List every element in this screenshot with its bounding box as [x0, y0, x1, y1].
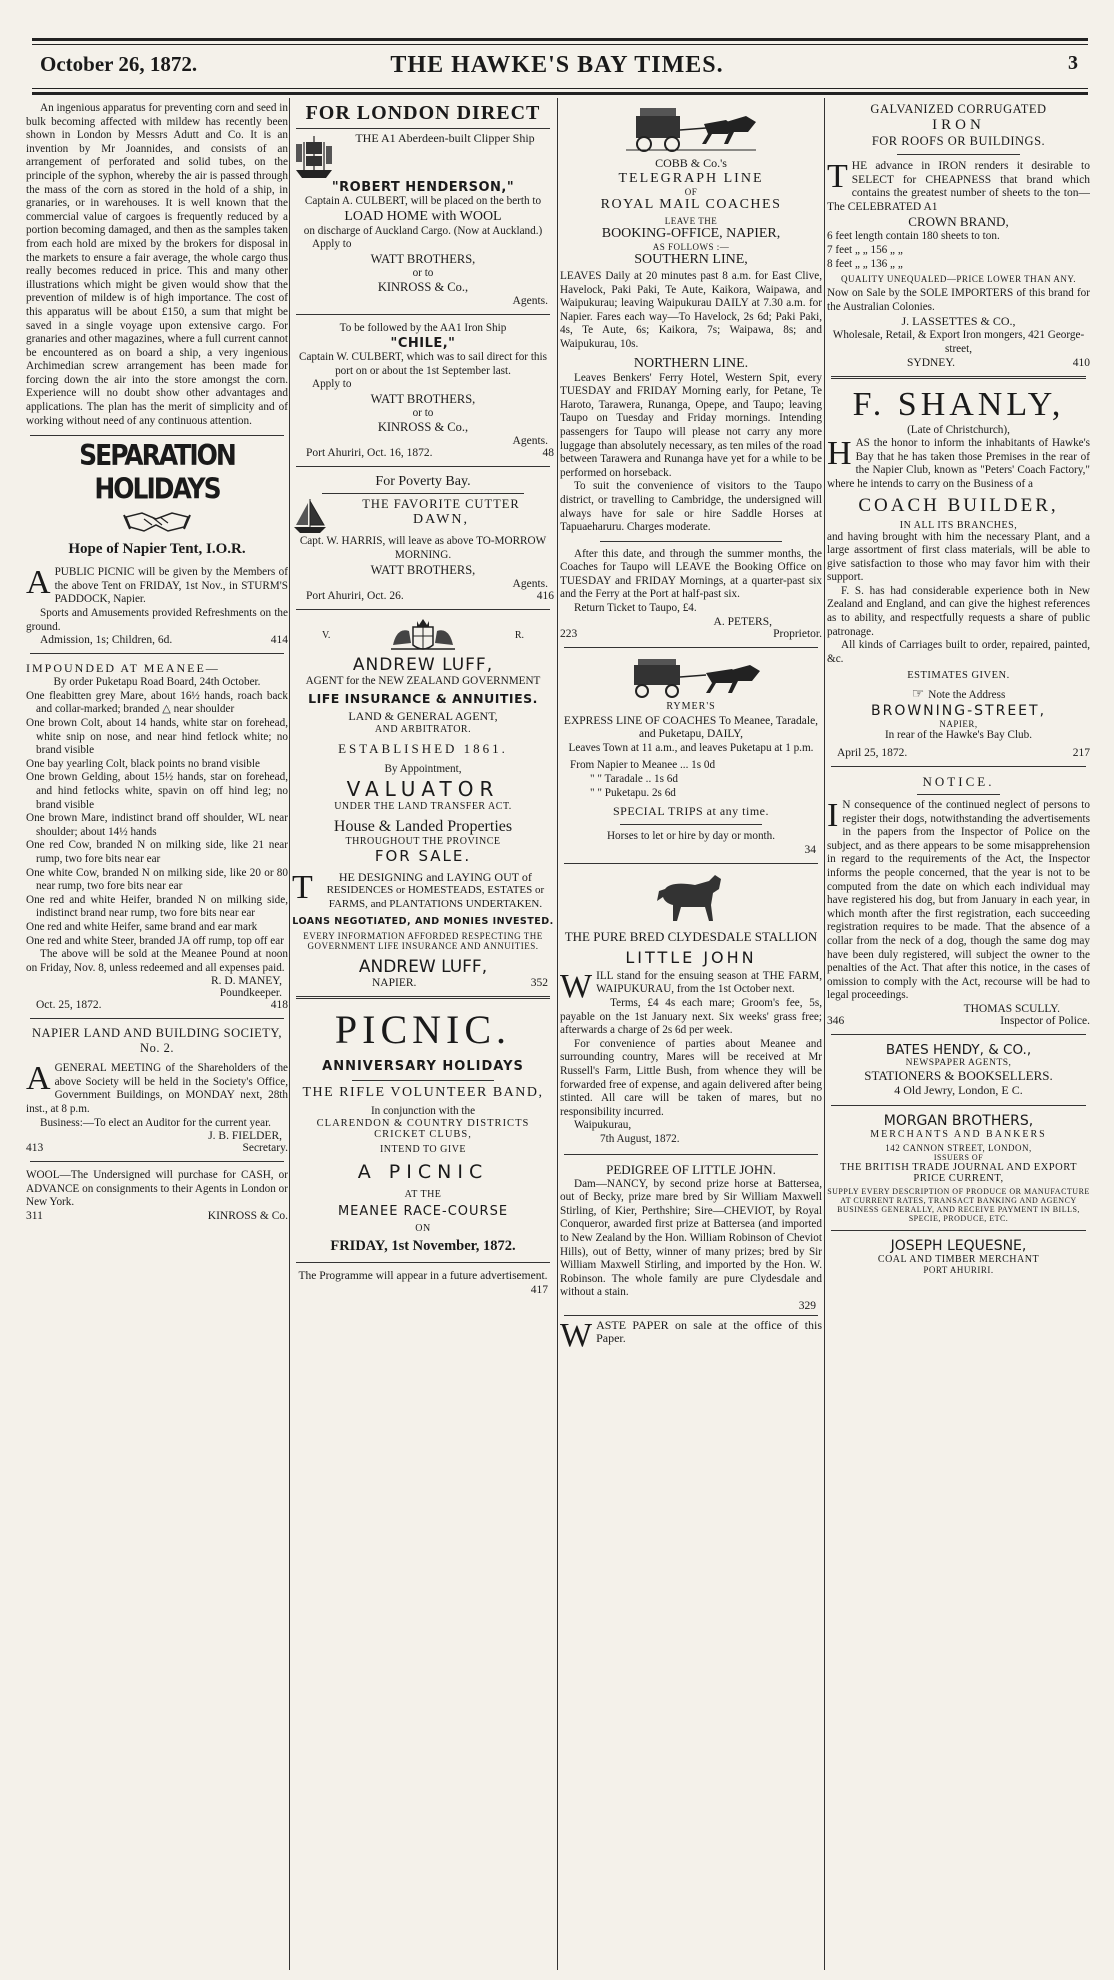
luff-designing: HE DESIGNING and LAYING OUT of — [338, 869, 532, 884]
sailing-ship-icon — [292, 132, 336, 180]
divider — [30, 435, 284, 436]
separation-holidays-heading: SEPARATION HOLIDAYS — [79, 438, 235, 506]
watt-brothers: WATT BROTHERS, — [370, 391, 476, 406]
divider — [831, 1105, 1086, 1106]
little-john-terms: Terms, £4 4s each mare; Groom's fee, 5s, payable on the 1st January next. Six weeks' grass free; afterwards a charge of 2s 6d per week. — [560, 997, 822, 1037]
mildew-article: An ingenious apparatus for preventing corn and seed in bulk becoming affected with mildew has recently been shown in London by Messrs Adutt and Co. It is an invention by Mr Joannides, and consists of an arrangement of perforated and solid tubes, on the principle of the syphon, whereby the air is passed through the mass of the corn as stored in the hold of a ship, in granaries, or in warehouses. It is well known that the commercial value of cargoes is frequently reduced by a portion becoming damaged, and then as the samples taken from each hold are mixed by the brokers for disposal in the markets to ensure a fair average, the whole cargo thus really becomes reduced in price. This and many other illustrations which might be given would show that the prevention of mildew is of high importance. The cost of this apparatus will be about £150, a sum that might be saved in a single voyage upon extensive cargo. For granaries and other magazines, where a full current cannot be encountered as on board a ship, a very ingenious Archimedian screw arrangement has been made for forcing down the air into the store amongst the corn. Experience will no doubt show other advantages and applications. The plan has the merit of simplicity and of working without need of any continuous attention. — [26, 102, 288, 427]
picnic-body: PUBLIC PICNIC will be given by the Members of the above Tent on FRIDAY, 1st Nov., in STURM'S PADDOCK, Napier. — [54, 566, 288, 606]
ad-number: 311 — [26, 1210, 43, 1223]
impound-item: One brown Mare, indistinct brand off shoulder, WL near shoulder; about 14½ hands — [26, 812, 288, 838]
iron-heading: IRON — [932, 117, 985, 133]
watt-brothers: WATT BROTHERS, — [370, 562, 476, 577]
little-john-convenience: For convenience of parties about Meanee and surrounding country, Mares will be received at Mr Russell's Farm, Little Bush, from whence they will be forwarded free of expense, and again delivered after being stinted. All care will be taken of mares, but no responsibility incurred. — [560, 1037, 822, 1118]
divider — [296, 1262, 550, 1263]
luff-loans: LOANS NEGOTIATED, AND MONIES INVESTED. — [292, 915, 554, 927]
column-2 — [292, 102, 554, 1972]
dawn-name: DAWN, — [413, 512, 469, 528]
cricket-clubs: CLARENDON & COUNTRY DISTRICTS CRICKET CLUBS, — [316, 1118, 530, 1141]
divider — [831, 766, 1086, 767]
masthead-date: October 26, 1872. — [40, 52, 198, 76]
galvanized-heading: GALVANIZED CORRUGATED — [870, 102, 1047, 116]
sheets-6ft: 6 feet length contain 180 sheets to ton. — [827, 230, 1000, 243]
notice-heading: NOTICE. — [922, 774, 995, 790]
ad-number: 416 — [536, 589, 554, 602]
luff-arbitrator: AND ARBITRATOR. — [374, 724, 472, 736]
ad-number: 352 — [530, 976, 548, 989]
old-jewry: 4 Old Jewry, London, E C. — [894, 1082, 1023, 1097]
cobb-co-heading: COBB & Co.'s — [655, 156, 727, 170]
shanly-body-3: F. S. has had considerable experience both in New Zealand and England, and can give the highest references as to ability, and respectfully requests a share of public patronage. — [827, 584, 1090, 638]
impound-item: One white Cow, branded N on milking side, like 20 or 80 near rump, two fore bits near ear — [26, 866, 288, 893]
andrew-luff-signature: ANDREW LUFF, — [358, 956, 488, 977]
fare-meanee: From Napier to Meanee ... 1s 0d — [570, 759, 716, 772]
little-john-body: ILL stand for the ensuing season at THE FARM, WAIPUKURAU, from the 1st October next. — [596, 969, 822, 996]
drop-cap: W — [560, 967, 593, 1005]
intend-to-give: INTEND TO GIVE — [379, 1144, 467, 1156]
column-4 — [827, 102, 1090, 1972]
southern-body: LEAVES Daily at 20 minutes past 8 a.m. for East Clive, Havelock, Paki Paki, Te Aute, Kaikora, Waipawa, and Waipukurau; leaving Waipukurau DAILY at 7.30 a.m. for Napier. Fares each way—To Havelock, 2s 6d; Paki Paki, 4s, Te Aute, 6s; Kaikora, 7s; Waipawa, 8s; and Waipukurau, 10s. — [560, 270, 822, 350]
divider — [30, 653, 284, 654]
luff-residences: RESIDENCES or HOMESTEADS, ESTATES or FARMS, and PLANTATIONS UNDERTAKEN. — [326, 884, 545, 910]
poverty-bay-heading: For Poverty Bay. — [375, 474, 471, 490]
royal-coat-of-arms-icon — [383, 617, 463, 655]
fare-puketapu: " " Puketapu. 2s 6d — [590, 786, 676, 799]
cannon-street: 142 CANNON STREET, LONDON, — [885, 1142, 1032, 1153]
merchants-bankers: MERCHANTS AND BANKERS — [870, 1128, 1047, 1140]
dawn-heading: THE FAVORITE CUTTER — [362, 497, 520, 512]
drop-cap: H — [827, 435, 852, 473]
ad-number: 48 — [542, 447, 554, 460]
kinross-co: KINROSS & Co., — [377, 280, 469, 295]
napier-label: NAPIER, — [939, 719, 978, 730]
drop-cap: A — [26, 564, 51, 602]
or-to: or to — [412, 266, 434, 279]
drop-cap: W — [560, 1316, 593, 1354]
impound-item: One fleabitten grey Mare, about 16½ hands, roach back and collar-marked; branded △ near shoulder — [26, 689, 288, 716]
london-body-2: on discharge of Auckland Cargo. (Now at Auckland.) — [303, 224, 543, 237]
anniversary-holidays: ANNIVERSARY HOLIDAYS — [322, 1058, 524, 1074]
impound-item: One bay yearling Colt, black points no brand visible — [26, 757, 260, 770]
as-follows: AS FOLLOWS :— — [652, 242, 730, 252]
ad-number: 413 — [26, 1142, 44, 1155]
meanee-race-course: MEANEE RACE-COURSE — [337, 1204, 509, 1220]
stagecoach-icon — [616, 104, 766, 154]
impound-item: One red Cow, branded N on milking side, like 21 near rump, two fore bits near ear — [26, 839, 288, 865]
divider — [296, 609, 550, 610]
notice-body: N consequence of the continued neglect of persons to register their dogs, notwithstanding the advertisements in the papers from the Inspector of Police on the subject, and as there appears to be some misapprehension in regard to the requirements of the Act, the Inspector informs the people concerned, that the year is not to be computed from the date on which each individual may have registered his dog, but from January in each year, in which month after the first registration, each succeeding registration requires to be made. That the absence of a collar from the neck of a dog, though the same dog may have been duly registered, will subject the owner to the penalties of the Act. That after this notice, in the cases of omission to comply with the Act, recourse will be had to legal proceedings. — [827, 799, 1090, 1002]
all-branches: IN ALL ITS BRANCHES, — [899, 519, 1018, 531]
column-1 — [26, 102, 288, 1972]
northern-line: NORTHERN LINE. — [633, 355, 749, 371]
clydesdale-horse-icon — [651, 871, 731, 927]
divider — [30, 1018, 284, 1019]
luff-appointment: By Appointment, — [384, 763, 462, 776]
divider — [296, 466, 550, 467]
picnic-heading: PICNIC. — [334, 1006, 512, 1052]
shanly-heading: F. SHANLY, — [852, 385, 1065, 423]
vr-left: V. — [322, 630, 331, 642]
newspaper-agents: NEWSPAPER AGENTS, — [905, 1057, 1012, 1068]
summer-notice: After this date, and through the summer months, the Coaches for Taupo will LEAVE the Booking Office on TUESDAY and FRIDAY Mornings, at a quarter-past six and the Ferry at the Port at half-past six. — [560, 547, 822, 601]
column-3 — [560, 102, 822, 1972]
society-heading: NAPIER LAND AND BUILDING SOCIETY, No. 2. — [32, 1026, 282, 1056]
quality-note: QUALITY UNEQUALED—PRICE LOWER THAN ANY. — [840, 274, 1077, 285]
divider — [831, 1230, 1086, 1231]
masthead-page-number: 3 — [1068, 52, 1078, 74]
port-ahuriri: PORT AHURIRI. — [923, 1264, 994, 1275]
late-christchurch: (Late of Christchurch), — [907, 423, 1010, 436]
on-label: ON — [415, 1223, 431, 1235]
peters-signature: A. PETERS, — [713, 615, 772, 628]
drop-cap: I — [827, 797, 839, 835]
shanly-body-4: All kinds of Carriages built to order, repaired, painted, &c. — [827, 639, 1090, 665]
joseph-lequesne: JOSEPH LEQUESNE, — [890, 1237, 1027, 1254]
hope-napier-tent: Hope of Napier Tent, I.O.R. — [68, 541, 246, 558]
divider — [917, 794, 1000, 795]
divider — [322, 493, 524, 494]
ad-number: 217 — [1072, 747, 1090, 760]
impound-date: Oct. 25, 1872. — [36, 999, 102, 1012]
express-line: EXPRESS LINE OF COACHES To Meanee, Taradale, and Puketapu, DAILY, — [563, 714, 819, 741]
kinross-co: KINROSS & Co., — [377, 420, 469, 435]
impound-item: One red and white Heifer, same brand and ear mark — [26, 920, 258, 933]
luff-for-sale: FOR SALE. — [374, 846, 472, 865]
ad-number: 417 — [530, 1283, 548, 1296]
agents-label: Agents. — [512, 577, 548, 590]
rifle-volunteer-band: THE RIFLE VOLUNTEER BAND, — [302, 1084, 544, 1100]
divider — [564, 863, 818, 864]
pedigree-body: Dam—NANCY, by second prize horse at Battersea, out of Becky, prize mare bred by Sir William Maxwell Stirling, of Kier, Perthshire; Sire—CHEVIOT, by Royal Conqueror, awarded first prize at Battersea (and imported to New Zealand by the Hon. William Robinson of Cheviot Hills), out of Betty, winner of many prizes; bred by Sir William Maxwell Stirling, and imported by the Hon. W. Robinson. The whole family are pure Clydesdale and without a stain. — [560, 1177, 822, 1299]
programme-note: The Programme will appear in a future advertisement. — [298, 1270, 548, 1283]
ad-number: 329 — [798, 1299, 816, 1312]
now-on-sale: Now on Sale by the SOLE IMPORTERS of this brand for the Australian Colonies. — [827, 287, 1090, 313]
little-john-place: Waipukurau, — [574, 1119, 632, 1132]
royal-mail-coaches: ROYAL MAIL COACHES — [600, 197, 782, 212]
london-body: Captain A. CULBERT, will be placed on the berth to — [304, 195, 542, 207]
impound-item: One brown Gelding, about 15½ hands, star on forehead, and hind fetlocks white, spavin on off hind leg; no brand visible — [26, 771, 288, 811]
rear-of-club: In rear of the Hawke's Bay Club. — [884, 729, 1033, 742]
stationers: STATIONERS & BOOKSELLERS. — [864, 1067, 1053, 1083]
shanly-body: AS the honor to inform the inhabitants of Hawke's Bay that he has taken those Premises in the rear of the Napier Club, known as "Peters' Coach Factory," where he intends to carry on the Business of a — [827, 437, 1090, 490]
dawn-date: Port Ahuriri, Oct. 26. — [306, 589, 404, 602]
masthead-rule-bottom — [32, 88, 1088, 95]
masthead-title: THE HAWKE'S BAY TIMES. — [390, 52, 724, 78]
life-insurance-annuities: LIFE INSURANCE & ANNUITIES. — [308, 691, 538, 707]
luff-land-agent: LAND & GENERAL AGENT, — [348, 709, 498, 724]
pedigree-heading: PEDIGREE OF LITTLE JOHN. — [606, 1161, 776, 1177]
chile-date: Port Ahuriri, Oct. 16, 1872. — [306, 447, 433, 460]
andrew-luff-heading: ANDREW LUFF, — [352, 654, 494, 675]
iron-body: HE advance in IRON renders it desirable to SELECT for CHEAPNESS that brand which contains the greatest number of sheets to the ton—The CELEBRATED A1 — [827, 160, 1090, 213]
leaves-town: Leaves Town at 11 a.m., and leaves Puketapu at 1 p.m. — [568, 741, 814, 754]
chile-body: Captain W. CULBERT, which was to sail direct for this port on or about the 1st September last. — [298, 350, 547, 377]
divider — [564, 1315, 818, 1316]
bates-hendy: BATES HENDY, & CO., — [885, 1041, 1032, 1058]
clydesdale-heading: THE PURE BRED CLYDESDALE STALLION — [564, 928, 818, 944]
luff-information: EVERY INFORMATION AFFORDED RESPECTING THE GOVERNMENT LIFE INSURANCE AND ANNUITIES. — [303, 930, 543, 951]
society-body: GENERAL MEETING of the Shareholders of the above Society will be held in the Society's Office, Government Buildings, on MONDAY next, 28th inst., at 8 p.m. — [26, 1062, 288, 1116]
of-label: OF — [684, 187, 698, 197]
picnic-body-2: Sports and Amusements provided Refreshments on the ground. — [26, 607, 288, 633]
sydney: SYDNEY. — [907, 356, 956, 369]
column-divider — [289, 98, 290, 1970]
poundkeeper-name: R. D. MANEY, — [210, 975, 282, 988]
little-john-date: 7th August, 1872. — [600, 1132, 680, 1145]
shanly-date: April 25, 1872. — [837, 747, 908, 760]
ship-name-robert-henderson: "ROBERT HENDERSON," — [331, 180, 515, 195]
apply-to: Apply to — [312, 238, 352, 251]
drop-cap: T — [827, 158, 848, 195]
society-secretary: Secretary. — [242, 1142, 288, 1155]
drop-cap: A — [26, 1060, 51, 1098]
impounded-heading: IMPOUNDED AT MEANEE— — [26, 661, 220, 676]
agents-label: Agents. — [512, 435, 548, 448]
dawn-body: Capt. W. HARRIS, will leave as above TO-MORROW MORNING. — [299, 535, 547, 561]
divider — [600, 541, 782, 542]
house-landed-properties: House & Landed Properties — [333, 817, 513, 835]
impound-note: The above will be sold at the Meanee Pound at noon on Friday, Nov. 8, unless redeemed and all expenses paid. — [26, 948, 288, 974]
in-conjunction: In conjunction with the — [370, 1104, 476, 1117]
impound-order: By order Puketapu Road Board, 24th October. — [53, 676, 261, 689]
horses-to-let: Horses to let or hire by day or month. — [606, 830, 776, 843]
northern-body-2: To suit the convenience of visitors to the Taupo district, or travelling to Cambridge, the undersigned will always have for sale or hire Saddle Horses at Tapuaeharuru. Charges moderate. — [560, 480, 822, 534]
society-signature: J. B. FIELDER, — [208, 1130, 282, 1143]
ad-number: 34 — [804, 843, 816, 856]
northern-body: Leaves Benkers' Ferry Hotel, Western Spit, every TUESDAY and FRIDAY Morning early, for Petane, Te Haroto, Tarawera, Runanga, Opepe, and Taupo; leaving Taupo on Tuesday and Friday mornings. Intending passengers for Taupo will please not carry any more luggage than absolutely necessary, as ten miles of the road between Tarawera and Runanga have yet for a while to be performed on horseback. — [560, 371, 822, 479]
ad-number: 223 — [560, 627, 578, 640]
coal-timber-merchant: COAL AND TIMBER MERCHANT — [877, 1253, 1040, 1265]
wholesale-ironmongers: Wholesale, Retail, & Export Iron mongers, 421 George-street, — [832, 329, 1085, 355]
shanly-body-2: and having brought with him the necessary Plant, and a large assortment of first class materials, will be able to give satisfaction to those who may favor him with their support. — [827, 530, 1090, 584]
luff-napier: NAPIER. — [372, 976, 417, 989]
ad-number: 346 — [827, 1014, 845, 1027]
pointing-hand-icon: ☞ — [911, 687, 925, 703]
browning-street: BROWNING-STREET, — [870, 703, 1047, 720]
vr-right: R. — [514, 630, 524, 642]
divider — [352, 1080, 494, 1081]
luff-throughout: THROUGHOUT THE PROVINCE — [345, 835, 501, 847]
society-business: Business:—To elect an Auditor for the current year. — [40, 1116, 271, 1129]
impound-item: One brown Colt, about 14 hands, white star on forehead, white snip on nose, and near hind fetlock white; no brand visible — [26, 717, 288, 757]
at-the: AT THE — [404, 1189, 442, 1201]
ad-number: 410 — [1072, 356, 1090, 369]
divider — [831, 376, 1086, 379]
note-address: Note the Address — [928, 689, 1006, 702]
roofs-buildings: FOR ROOFS OR BUILDINGS. — [871, 134, 1046, 148]
luff-established: ESTABLISHED 1861. — [338, 741, 508, 757]
cutter-ship-icon — [292, 497, 328, 535]
wool-notice: WOOL—The Undersigned will purchase for CASH, or ADVANCE on consignments to their Agents in London or New York. — [26, 1169, 288, 1209]
divider — [564, 647, 818, 648]
sheets-7ft: 7 feet „ „ 156 „ „ — [827, 243, 903, 256]
proprietor-label: Proprietor. — [773, 627, 822, 640]
little-john-heading: LITTLE JOHN — [625, 947, 757, 967]
watt-brothers: WATT BROTHERS, — [370, 251, 476, 266]
column-divider — [557, 98, 558, 1970]
rymers-heading: RYMER'S — [666, 700, 716, 712]
sheets-8ft: 8 feet „ „ 136 „ „ — [827, 257, 903, 270]
scully-signature: THOMAS SCULLY. — [963, 1002, 1060, 1015]
booking-office: BOOKING-OFFICE, NAPIER, — [601, 226, 781, 241]
special-trips: SPECIAL TRIPS at any time. — [612, 804, 769, 819]
crown-brand: CROWN BRAND, — [908, 214, 1009, 230]
divider — [296, 996, 550, 999]
coach-builder: COACH BUILDER, — [858, 494, 1059, 516]
valuator-heading: VALUATOR — [346, 776, 500, 801]
divider — [564, 1154, 818, 1155]
apply-to: Apply to — [312, 378, 352, 391]
handshake-icon — [122, 505, 192, 539]
divider — [897, 154, 1020, 155]
leave-the: LEAVE THE — [664, 216, 718, 226]
estimates-given: ESTIMATES GIVEN. — [907, 670, 1010, 682]
ship-name-chile: "CHILE," — [390, 335, 456, 351]
supply-services: SUPPLY EVERY DESCRIPTION OF PRODUCE OR MANUFACTURE AT CURRENT RATES, TRANSACT BANKING AND AGENCY BUSINESS GENERALLY, AND RECEIVE PAYMENT IN BILLS, SPECIE, PRODUCE, ETC. — [827, 1186, 1090, 1223]
wool-signature: KINROSS & Co. — [207, 1210, 288, 1223]
chile-intro: To be followed by the AA1 Iron Ship — [339, 322, 507, 335]
telegraph-line: TELEGRAPH LINE — [618, 171, 764, 186]
load-home-wool: LOAD HOME with WOOL — [344, 208, 502, 224]
impound-item: One red and white Steer, branded JA off rump, top off ear — [26, 934, 284, 947]
issuers-of: ISSUERS OF — [933, 1152, 984, 1162]
column-divider — [824, 98, 825, 1970]
masthead-rule-top — [32, 38, 1088, 45]
divider — [620, 824, 762, 825]
picnic-date: FRIDAY, 1st November, 1872. — [330, 1238, 516, 1255]
or-to: or to — [412, 406, 434, 419]
luff-land-transfer: UNDER THE LAND TRANSFER ACT. — [334, 800, 512, 812]
fare-taradale: " " Taradale .. 1s 6d — [590, 773, 678, 786]
lassettes-co: J. LASSETTES & CO., — [901, 314, 1016, 329]
return-ticket: Return Ticket to Taupo, £4. — [574, 602, 697, 615]
british-trade-journal: THE BRITISH TRADE JOURNAL AND EXPORT PRICE CURRENT, — [840, 1161, 1077, 1184]
luff-agent: AGENT for the NEW ZEALAND GOVERNMENT — [305, 674, 541, 687]
divider — [296, 128, 550, 129]
london-ship-desc: THE A1 Aberdeen-built Clipper Ship — [355, 131, 535, 145]
admission-price: Admission, 1s; Children, 6d. — [40, 634, 173, 647]
impound-list — [26, 690, 288, 948]
rymers-coach-icon — [616, 655, 766, 699]
impound-item: One red and white Heifer, branded N on milking side, indistinct brand near rump, two fore bits near ear — [26, 893, 288, 920]
drop-cap: T — [292, 868, 313, 906]
london-direct-heading: FOR LONDON DIRECT — [305, 102, 541, 124]
agents-label: Agents. — [512, 295, 548, 308]
divider — [831, 1034, 1086, 1035]
poundkeeper-title: Poundkeeper. — [219, 987, 282, 1000]
morgan-brothers: MORGAN BROTHERS, — [883, 1112, 1034, 1129]
waste-paper: ASTE PAPER on sale at the office of this Paper. — [596, 1317, 822, 1346]
inspector-label: Inspector of Police. — [1000, 1014, 1090, 1027]
ad-number: 414 — [270, 634, 288, 647]
divider — [30, 1161, 284, 1162]
ad-number: 418 — [270, 999, 288, 1012]
divider — [296, 314, 550, 315]
a-picnic: A PICNIC — [357, 1161, 489, 1184]
southern-line: SOUTHERN LINE, — [634, 252, 748, 267]
